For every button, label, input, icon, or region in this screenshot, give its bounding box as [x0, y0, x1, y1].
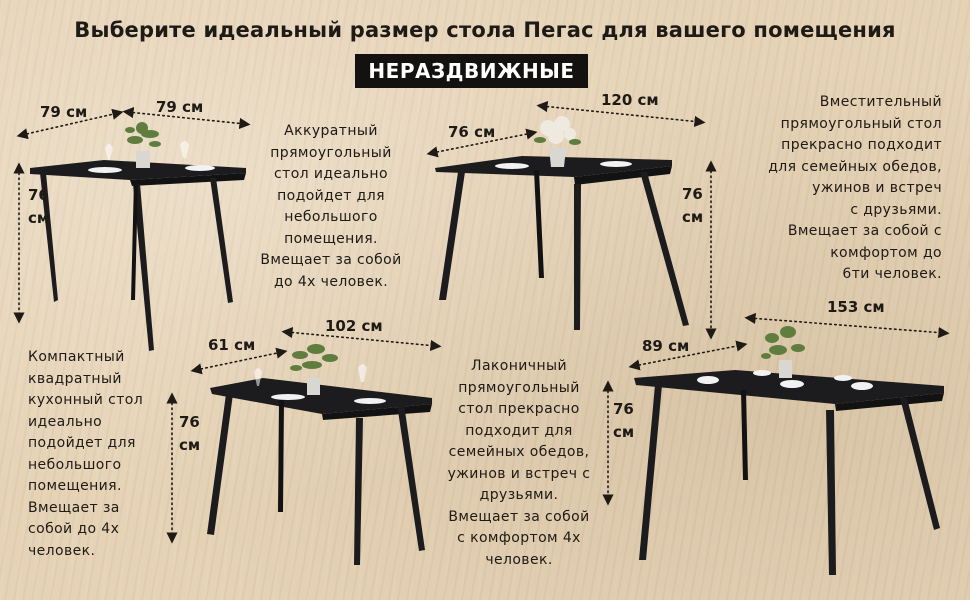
t4-depth-label: 89 см — [642, 337, 690, 355]
description-120x76: Лаконичный прямоугольный стол прекрасно подходит для семейных обедов, ужинов и встреч с друзьями. Вмещает за собой с комфортом 4х человек. — [447, 358, 591, 568]
t1-depth-label: 79 см — [40, 103, 88, 121]
t4-height-label: 76 см — [613, 400, 635, 441]
t4-width-line — [750, 318, 944, 333]
table-102x61-image — [207, 344, 432, 565]
t3-depth-label: 61 см — [208, 336, 256, 354]
table-79x79-image — [30, 122, 246, 351]
t2-height-label: 76 см — [682, 185, 704, 226]
t1-height-label: 76 см — [28, 186, 50, 227]
t1-width-label: 79 см — [156, 98, 204, 116]
description-102x61: Аккуратный прямоугольный стол идеально подойдет для небольшого помещения. Вмещает за собой до 4х человек. — [260, 123, 402, 290]
description-79x79: Компактный квадратный кухонный стол идеально подойдет для небольшого помещения. Вмещает за собой до 4х человек. — [28, 349, 144, 559]
t3-height-label: 76 см — [179, 413, 201, 454]
category-badge: НЕРАЗДВИЖНЫЕ — [355, 54, 588, 88]
t3-width-label: 102 см — [325, 317, 383, 335]
table-120x76-image — [435, 116, 689, 330]
t2-width-label: 120 см — [601, 91, 659, 109]
t2-depth-label: 76 см — [448, 123, 496, 141]
page-title: Выберите идеальный размер стола Пегас для вашего помещения — [74, 18, 896, 42]
description-153x89: Вместительный прямоугольный стол прекрасно подходит для семейных обедов, ужинов и встреч с друзьями. Вмещает за собой с комфортом до 6ти человек. — [768, 94, 942, 282]
table-153x89-image — [634, 326, 944, 575]
t4-width-label: 153 см — [827, 298, 885, 316]
